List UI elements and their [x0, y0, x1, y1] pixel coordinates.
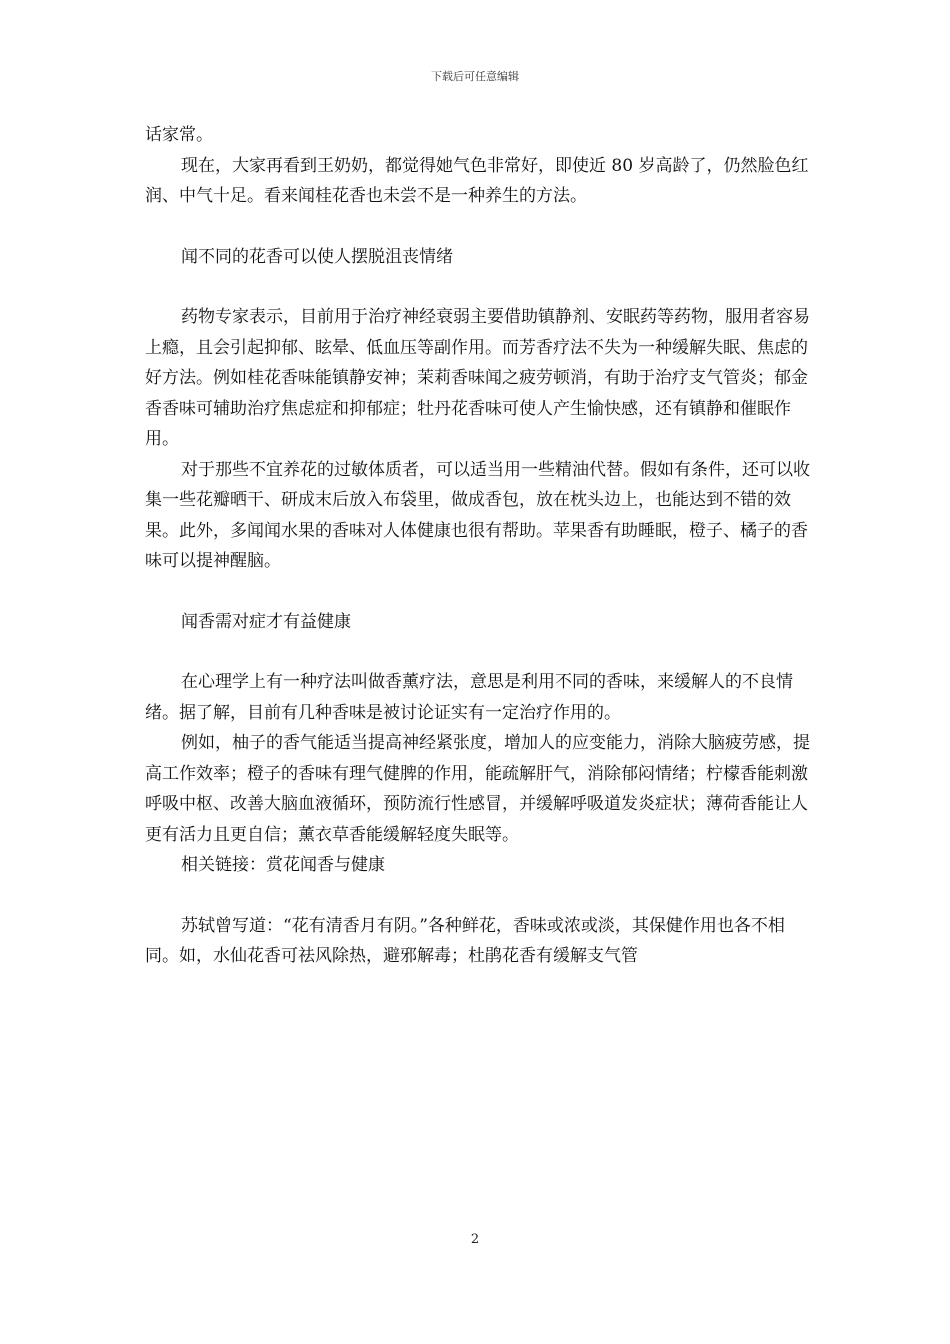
section-heading: 闻不同的花香可以使人摆脱沮丧情绪 [181, 246, 453, 267]
page-number: 2 [470, 1232, 480, 1247]
paragraph: 例如，柚子的香气能适当提高神经紧张度，增加人的应变能力，消除大脑疲劳感，提高工作效率；橙子的香味有理气健脾的作用，能疏解肝气，消除郁闷情绪；柠檬香能刺激呼吸中枢、改善大脑血液循环，预防流行性感冒，并缓解呼吸道发炎症状；薄荷香能让人更有活力且更自信；薰衣草香能缓解轻度失眠等。 [145, 733, 810, 845]
paragraph: 在心理学上有一种疗法叫做香薰疗法，意思是利用不同的香味，来缓解人的不良情绪。据了解，目前有几种香味是被讨论证实有一定治疗作用的。 [145, 672, 793, 723]
section-heading: 相关链接：赏花闻香与健康 [181, 855, 385, 875]
document-body [145, 120, 810, 972]
page-header: 下载后可任意编辑 [431, 70, 519, 83]
paragraph: 对于那些不宜养花的过敏体质者，可以适当用一些精油代替。假如有条件，还可以收集一些花瓣晒干、研成末后放入布袋里，做成香包，放在枕头边上，也能达到不错的效果。此外，多闻闻水果的香味对人体健康也很有帮助。苹果香有助睡眠，橙子、橘子的香味可以提神醒脑。 [145, 459, 810, 571]
paragraph: 现在，大家再看到王奶奶，都觉得她气色非常好，即使近 80 岁高龄了，仍然脸色红润、中气十足。看来闻桂花香也未尝不是一种养生的方法。 [145, 155, 809, 206]
paragraph: 药物专家表示，目前用于治疗神经衰弱主要借助镇静剂、安眠药等药物，服用者容易上瘾，且会引起抑郁、眩晕、低血压等副作用。而芳香疗法不失为一种缓解失眠、焦虑的好方法。例如桂花香味能镇静安神；茉莉香味闻之疲劳顿消，有助于治疗支气管炎；郁金香香味可辅助治疗焦虑症和抑郁症；牡丹花香味可使人产生愉快感，还有镇静和催眠作用。 [145, 307, 810, 449]
paragraph: 话家常。 [145, 125, 213, 145]
paragraph: 苏轼曾写道：“花有清香月有阴。”各种鲜花，香味或浓或淡，其保健作用也各不相同。如，水仙花香可祛风除热，避邪解毒；杜鹃花香有缓解支气管 [145, 915, 785, 966]
section-heading: 闻香需对症才有益健康 [181, 611, 351, 632]
